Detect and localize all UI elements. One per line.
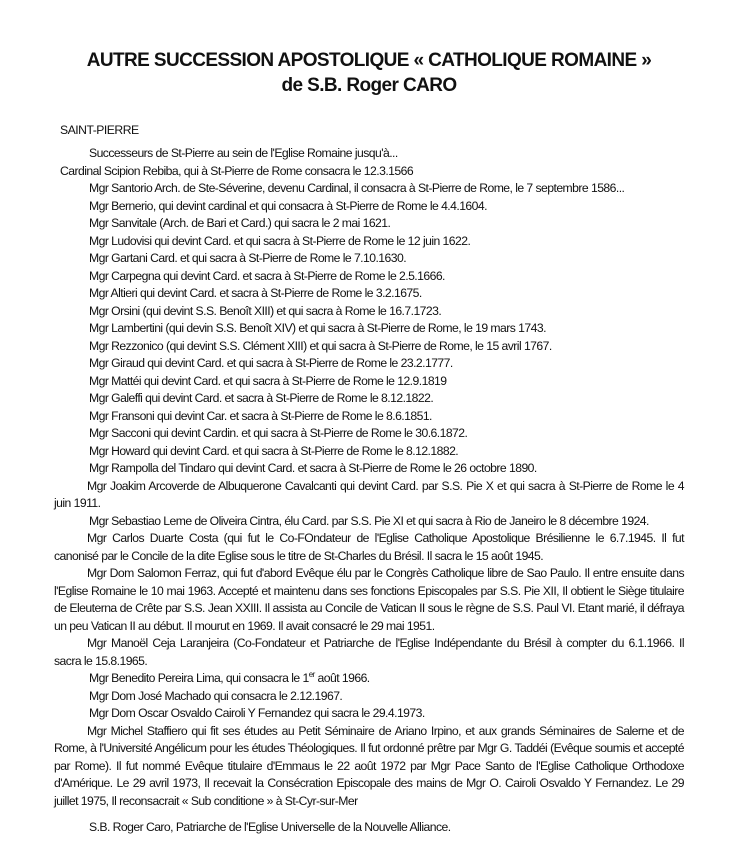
bishop-line: Mgr Sacconi qui devint Cardin. et qui sacra à St-Pierre de Rome le 30.6.1872. [89,426,468,440]
bishop-line: Mgr Lambertini (qui devin S.S. Benoît XIV) et qui sacra à St-Pierre de Rome, le 19 mars 1743. [89,321,546,335]
bishop-line: Mgr Orsini (qui devint S.S. Benoît XIII) et qui sacra à Rome le 16.7.1723. [89,303,442,318]
paragraph-ferraz: Mgr Dom Salomon Ferraz, qui fut d'abord Evêque élu par le Congrès Catholique libre de Sao Paulo. Il entre ensuite dans l'Eglise Romaine le 10 mai 1963. Accepté et maintenu dans ses fonctions Episcopales par S.S. Pie XII, Il obtient le Siège titulaire de Eleuterna de Crête par S.S. Jean XXIII. Il assista au Concile de Vatican II sous le règne de S.S. Paul VI. Etant marié, il défraya un peu Vatican II au début. Il mourut en 1969. Il avait consacré le 29 mai 1951. [54,566,684,633]
intro-line: Successeurs de St-Pierre au sein de l'Eglise Romaine jusqu'à... [89,146,398,160]
paragraph-staffiero: Mgr Michel Staffiero qui fit ses études au Petit Séminaire de Ariano Irpino, et aux grands Séminaires de Salerne et de Rome, à l'Université Angélicum pour les études Théologiques. Il fut ordonné prêtre par Mgr G. Taddéi (Evêque soumis et accepté par Rome). Il fut nommé Evêque titulaire d'Emmaus le 22 août 1972 par Mgr Pace Santo de l'Eglise Catholique Orthodoxe d'Amérique. Le 29 avril 1973, Il recevait la Consécration Episcopale des mains de Mgr O. Cairoli Osvaldo Y Fernandez. Le 29 juillet 1975, Il reconsacrait « Sub conditione » à St-Cyr-sur-Mer [54,723,684,808]
signature: S.B. Roger Caro, Patriarche de l'Eglise Universelle de la Nouvelle Alliance. [89,820,451,834]
document-title: AUTRE SUCCESSION APOSTOLIQUE « CATHOLIQUE ROMAINE » [86,50,652,71]
succession-list [54,145,684,837]
line-machado: Mgr Dom José Machado qui consacra le 2.12.1967. [89,688,343,703]
first-line: Cardinal Scipion Rebiba, qui à St-Pierre de Rome consacra le 12.3.1566 [60,163,414,178]
line-cairoli: Mgr Dom Oscar Osvaldo Cairoli Y Fernandez qui sacra le 29.4.1973. [89,706,425,720]
bishop-line: Mgr Rampolla del Tindaro qui devint Card. et sacra à St-Pierre de Rome le 26 octobre 1890. [89,461,537,475]
paragraph-arcoverde: Mgr Joakim Arcoverde de Albuquerone Cavalcanti qui devint Card. par S.S. Pie X et qui sacra à St-Pierre de Rome le 4 juin 1911. [54,478,684,510]
bishop-line: Mgr Gartani Card. et qui sacra à St-Pierre de Rome le 7.10.1630. [89,251,407,265]
bishop-line: Mgr Galeffi qui devint Card. et sacra à St-Pierre de Rome le 8.12.1822. [89,391,434,405]
bishop-line: Mgr Rezzonico (qui devint S.S. Clément XIII) et qui sacra à St-Pierre de Rome, le 15 avril 1767. [89,338,552,353]
line-lima-superscript: er [308,669,315,679]
bishop-line: Mgr Altieri qui devint Card. et sacra à St-Pierre de Rome le 3.2.1675. [89,286,422,300]
line-lima [54,670,684,688]
bishop-line: Mgr Sanvitale (Arch. de Bari et Card.) qui sacra le 2 mai 1621. [89,216,391,230]
line-lima-date: août 1966. [314,671,370,685]
line-leme: Mgr Sebastiao Leme de Oliveira Cintra, élu Card. par S.S. Pie XI et qui sacra à Rio de Janeiro le 8 décembre 1924. [89,513,649,528]
bishop-line: Mgr Giraud qui devint Card. et qui sacra à St-Pierre de Rome le 23.2.1777. [89,356,453,370]
paragraph-laranjeira: Mgr Manoël Ceja Laranjeira (Co-Fondateur et Patriarche de l'Eglise Indépendante du Brésil à compter du 6.1.1966. Il sacra le 15.8.1965. [54,636,684,668]
bishop-line: Mgr Ludovisi qui devint Card. et qui sacra à St-Pierre de Rome le 12 juin 1622. [89,233,471,248]
section-label: SAINT-PIERRE [60,123,139,137]
bishop-line: Mgr Howard qui devint Card. et qui sacra à St-Pierre de Rome le 8.12.1882. [89,443,459,458]
bishop-line: Mgr Fransoni qui devint Car. et sacra à St-Pierre de Rome le 8.6.1851. [89,408,432,423]
paragraph-costa: Mgr Carlos Duarte Costa (qui fut le Co-FOndateur de l'Eglise Catholique Apostolique Brésilienne le 6.7.1945. Il fut canonisé par le Concile de la dite Eglise sous le titre de St-Charles du Brésil. Il sacra le 15 août 1945. [54,531,684,563]
bishop-lines [54,180,684,478]
bishop-line: Mgr Santorio Arch. de Ste-Séverine, devenu Cardinal, il consacra à St-Pierre de Rome, le 7 septembre 1586... [89,181,625,195]
document-subtitle: de S.B. Roger CARO [281,75,457,96]
line-lima-text: Mgr Benedito Pereira Lima, qui consacra le 1 [89,671,309,685]
bishop-line: Mgr Bernerio, qui devint cardinal et qui consacra à St-Pierre de Rome le 4.4.1604. [89,198,487,213]
bishop-line: Mgr Mattéi qui devint Card. et qui sacra à St-Pierre de Rome le 12.9.1819 [89,373,447,388]
bishop-line: Mgr Carpegna qui devint Card. et sacra à St-Pierre de Rome le 2.5.1666. [89,268,445,283]
